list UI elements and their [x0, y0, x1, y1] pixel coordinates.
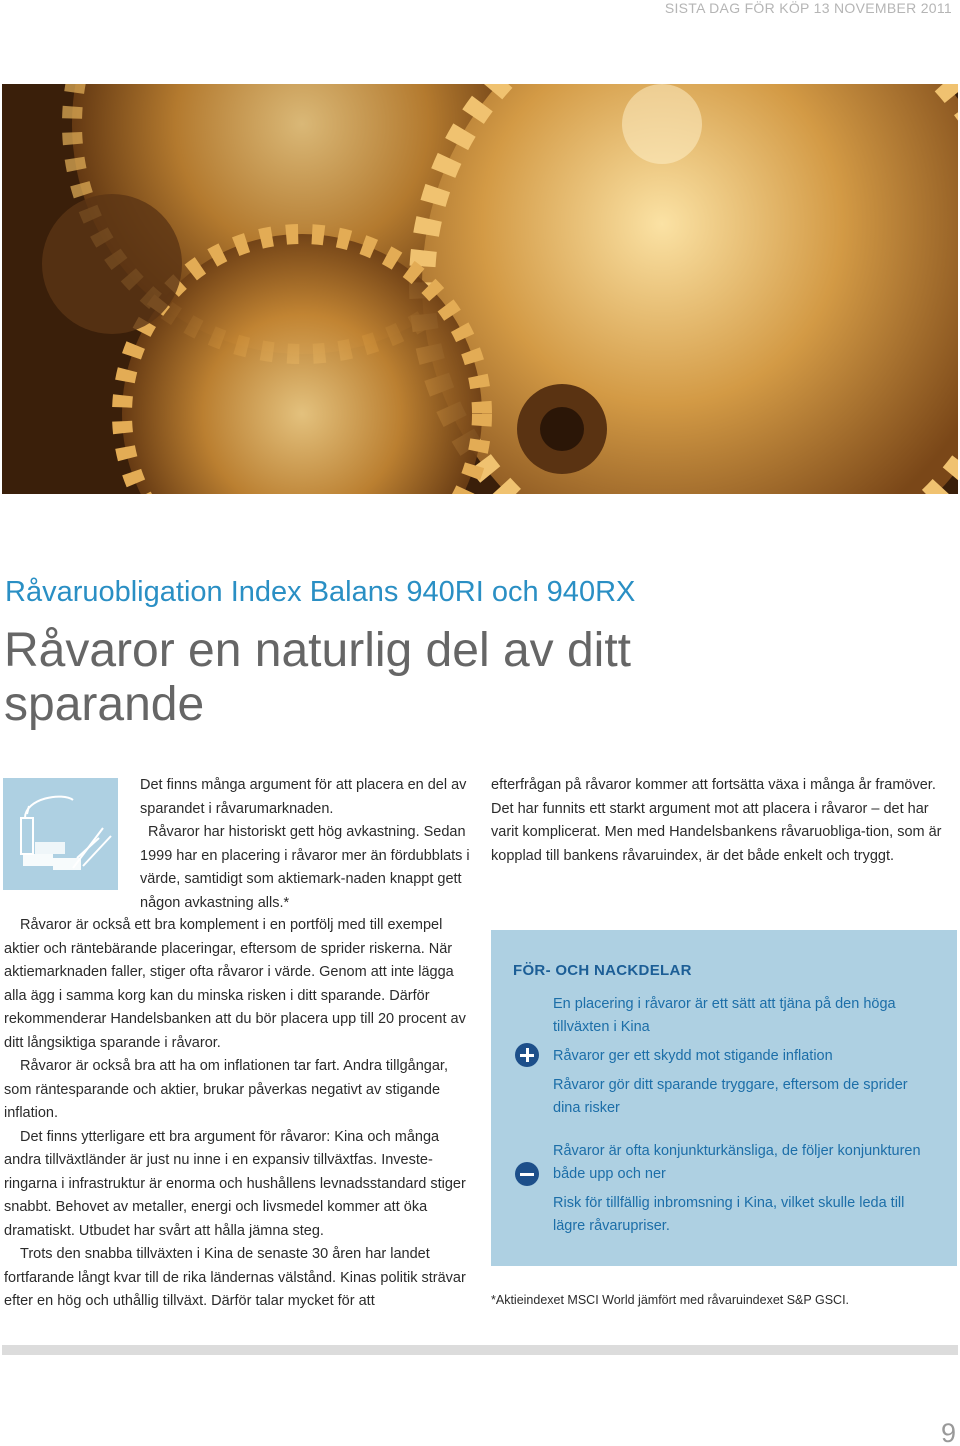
footer-rule — [2, 1345, 958, 1355]
body-paragraph: efterfrågan på råvaror kommer att fortsätta växa i många år framöver. Det har funnits ett starkt argument mot att placera i råvaror – det har varit komplicerat. Men med Handelsbankens råvaruobliga-tion, som är kopplad till bankens råvaruindex, är det både enkelt och tryggt. — [491, 777, 942, 864]
pros-cons-box — [491, 930, 957, 1266]
pro-item: En placering i råvaror är ett sätt att tjäna på den höga tillväxten i Kina — [553, 996, 896, 1035]
body-paragraph: Råvaror är också ett bra komplement i en portfölj med till exempel aktier och räntebärande placeringar, eftersom de sprider riskerna. När aktiemarknaden faller, stiger ofta råvaror i värde. Genom att inte lägga alla ägg i samma korg kan du minska risken i ditt sparande. Därför rekommenderar Handelsbanken att du bör placera upp till 20 procent av ditt långsiktiga sparande i råvaror. — [4, 917, 466, 1051]
minus-icon — [515, 1162, 539, 1186]
body-paragraph: Råvaror är också bra att ha om inflationen tar fart. Andra tillgångar, som räntesparande och aktier, brukar påverkas negativt av stigande inflation. — [4, 1058, 448, 1121]
con-item: Risk för tillfällig inbromsning i Kina, vilket skulle leda till lägre råvarupriser. — [553, 1195, 905, 1234]
body-paragraph: Trots den snabba tillväxten i Kina de senaste 30 åren har landet fortfarande långt kvar till de rika ländernas välstånd. Kinas politik strävar efter en hög och uthållig tillväxt. Därför talar mycket för att — [4, 1246, 466, 1309]
con-item: Råvaror är ofta konjunkturkänsliga, de följer konjunkturen både upp och ner — [553, 1143, 921, 1182]
page-number: 9 — [940, 1418, 956, 1446]
intro-text — [140, 774, 485, 915]
gears-illustration — [2, 84, 958, 494]
headline: Råvaror en naturlig del av ditt sparande — [4, 624, 631, 731]
right-column — [491, 774, 957, 868]
plus-icon — [515, 1043, 539, 1067]
main-column — [4, 914, 474, 1314]
cons-list — [513, 1140, 937, 1238]
intro-paragraph: Det finns många argument för att placera en del av sparandet i råvarumarknaden. — [140, 777, 467, 817]
pros-cons-title: FÖR- OCH NACKDELAR — [513, 962, 692, 979]
hero-image-gears — [2, 84, 958, 494]
footnote: *Aktieindexet MSCI World jämfört med råvaruindexet S&P GSCI. — [491, 1293, 850, 1307]
pro-item: Råvaror ger ett skydd mot stigande inflation — [553, 1048, 833, 1064]
intro-paragraph: Råvaror har historiskt gett hög avkastning. Sedan 1999 har en placering i råvaror mer än fördubblats i värde, samtidigt som aktiemark-naden knappt gett någon avkastning alls.* — [140, 824, 470, 911]
pro-item: Råvaror gör ditt sparande tryggare, eftersom de sprider dina risker — [553, 1077, 908, 1116]
commodities-illustration — [3, 778, 118, 890]
product-title: Råvaruobligation Index Balans 940RI och 940RX — [5, 576, 636, 608]
running-header: SISTA DAG FÖR KÖP 13 NOVEMBER 2011 — [664, 0, 952, 16]
pros-list — [513, 993, 937, 1120]
body-paragraph: Det finns ytterligare ett bra argument för råvaror: Kina och många andra tillväxtländer är just nu inne i en expansiv tillväxtfas. Investe-ringarna i infrastruktur är enorma och hushållens levnadsstandard stiger snabbt. Behovet av metaller, energi och livsmedel kommer att öka dramatiskt. Utbudet har svårt att hålla jämna steg. — [4, 1128, 466, 1239]
